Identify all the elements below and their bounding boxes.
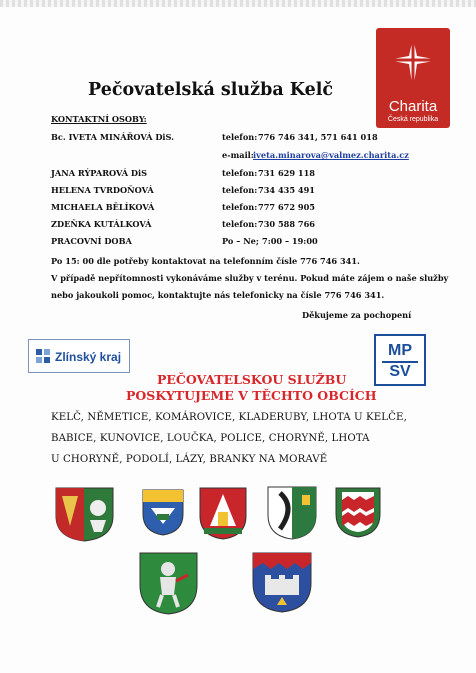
komarovice-crest-icon	[198, 486, 248, 540]
charita-logo	[376, 28, 450, 128]
contact-phone: 730 588 766	[258, 219, 315, 229]
zlin-squares-icon	[36, 349, 50, 363]
towns-line: KELČ, NĚMETICE, KOMÁROVICE, KLADERUBY, LHOTA U KELČE,	[51, 412, 407, 423]
contact-phone: 777 672 905	[258, 202, 315, 212]
services-heading-line1: PEČOVATELSKOU SLUŽBU	[157, 372, 347, 387]
contact-name: Bc. IVETA MINÁŘOVÁ DiS.	[51, 132, 174, 142]
towns-line: U CHORYNĚ, PODOLÍ, LÁZY, BRANKY NA MORAVĚ	[51, 454, 328, 465]
kunovice-crest-icon	[141, 488, 185, 536]
working-days: Po – Ne;	[222, 236, 259, 246]
mpsv-logo	[374, 334, 426, 386]
contact-phone: 731 629 118	[258, 168, 315, 178]
contact-label: telefon:	[222, 219, 258, 229]
thanks-text: Děkujeme za pochopení	[302, 310, 412, 320]
contacts-heading: KONTAKTNÍ OSOBY:	[51, 114, 147, 124]
contact-name: MICHAELA BĚLÍKOVÁ	[51, 202, 155, 212]
contact-name: JANA RÝPAROVÁ DiS	[51, 168, 148, 178]
lhota-crest-icon	[334, 486, 382, 538]
babice-crest-icon	[138, 551, 199, 615]
note-line: nebo jakoukoli pomoc, kontaktujte nás telefonicky na čísle 776 746 341.	[51, 290, 385, 300]
page-title: Pečovatelská služba Kelč	[88, 80, 334, 100]
mpsv-bottom: SV	[389, 363, 411, 380]
zlin-region-label: Zlínský kraj	[55, 350, 122, 364]
charita-subtitle: Česká republika	[387, 116, 439, 123]
note-line: Po 15: 00 dle potřeby kontaktovat na telefonním čísle 776 746 341.	[51, 256, 360, 266]
contact-label: telefon:	[222, 168, 258, 178]
towns-line: BABICE, KUNOVICE, LOUČKA, POLICE, CHORYNĚ, LHOTA	[51, 433, 370, 444]
contact-label: telefon:	[222, 185, 258, 195]
contact-label: telefon:	[222, 132, 258, 142]
note-line: V případě nepřítomnosti vykonáváme služby v terénu. Pokud máte zájem o naše služby	[51, 273, 449, 283]
working-hours: 7:00 – 19:00	[262, 236, 318, 246]
contact-label: e-mail:	[222, 150, 254, 160]
kelc-crest-icon	[54, 486, 115, 542]
contact-phone: 734 435 491	[258, 185, 315, 195]
contact-label: telefon:	[222, 202, 258, 212]
contact-phone: 776 746 341, 571 641 018	[258, 132, 378, 142]
contact-name: HELENA TVRDOŇOVÁ	[51, 185, 154, 195]
mpsv-top: MP	[388, 342, 412, 359]
charita-cross-icon	[383, 34, 443, 94]
scan-edge	[0, 0, 476, 7]
police-crest-icon	[251, 551, 313, 613]
working-hours-label: PRACOVNÍ DOBA	[51, 236, 132, 246]
email-link[interactable]: iveta.minarova@valmez.charita.cz	[253, 150, 409, 160]
loucka-crest-icon	[266, 485, 318, 540]
charita-name: Charita	[388, 98, 438, 115]
contact-name: ZDEŇKA KUTÁLKOVÁ	[51, 219, 152, 229]
zlin-region-logo	[28, 339, 130, 373]
services-heading-line2: POSKYTUJEME V TĚCHTO OBCÍCH	[126, 388, 377, 403]
